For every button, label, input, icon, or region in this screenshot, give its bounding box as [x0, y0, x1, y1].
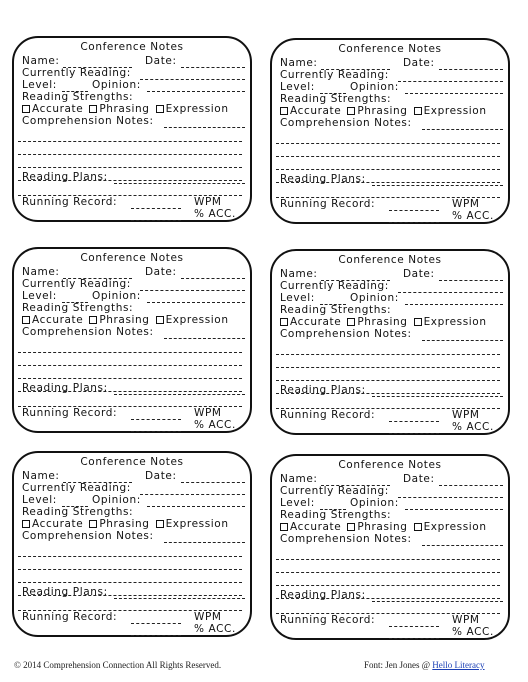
notes-line[interactable]: [18, 569, 242, 570]
reading-strengths-label: Reading Strengths:: [22, 91, 134, 103]
expression-label: Expression: [423, 105, 487, 117]
expression-label: Expression: [423, 316, 487, 328]
conference-notes-card: [12, 247, 252, 433]
comprehension-notes-field[interactable]: [164, 338, 245, 339]
reading-plans-field[interactable]: [372, 185, 503, 186]
accurate-label: Accurate: [290, 316, 342, 328]
date-field[interactable]: [181, 482, 245, 483]
currently-reading-field[interactable]: [140, 494, 245, 495]
wpm-field[interactable]: [131, 208, 181, 209]
date-label: Date:: [403, 268, 435, 280]
reading-plans-field[interactable]: [114, 394, 245, 395]
phrasing-checkbox[interactable]: [89, 105, 97, 113]
reading-plans-label: Reading Plans:: [280, 384, 366, 396]
name-label: Name:: [280, 473, 318, 485]
reading-strengths-label: Reading Strengths:: [22, 506, 134, 518]
reading-strengths-label: Reading Strengths:: [280, 93, 392, 105]
card-title: Conference Notes: [80, 456, 184, 468]
expression-label: Expression: [423, 521, 487, 533]
conference-notes-card: [12, 36, 252, 222]
wpm-label: WPM: [194, 611, 222, 623]
notes-line[interactable]: [18, 352, 242, 353]
date-field[interactable]: [181, 67, 245, 68]
notes-line[interactable]: [276, 585, 500, 586]
reading-plans-field[interactable]: [114, 598, 245, 599]
expression-checkbox[interactable]: [414, 107, 422, 115]
opinion-field[interactable]: [405, 509, 503, 510]
wpm-field[interactable]: [131, 419, 181, 420]
phrasing-checkbox[interactable]: [89, 520, 97, 528]
date-field[interactable]: [181, 278, 245, 279]
notes-line[interactable]: [18, 365, 242, 366]
comprehension-notes-label: Comprehension Notes:: [22, 530, 154, 542]
running-record-label: Running Record:: [280, 409, 376, 421]
notes-line[interactable]: [276, 156, 500, 157]
wpm-field[interactable]: [389, 421, 439, 422]
notes-line[interactable]: [276, 380, 500, 381]
expression-checkbox[interactable]: [156, 316, 164, 324]
currently-reading-label: Currently Reading:: [22, 278, 131, 290]
accuracy-field[interactable]: [131, 635, 181, 636]
wpm-label: WPM: [452, 198, 480, 210]
date-label: Date:: [145, 470, 177, 482]
comprehension-notes-field[interactable]: [422, 545, 503, 546]
phrasing-checkbox[interactable]: [347, 318, 355, 326]
comprehension-notes-field[interactable]: [164, 542, 245, 543]
wpm-field[interactable]: [131, 623, 181, 624]
currently-reading-label: Currently Reading:: [280, 69, 389, 81]
currently-reading-field[interactable]: [398, 81, 503, 82]
reading-plans-field[interactable]: [114, 183, 245, 184]
conference-notes-card: [270, 249, 510, 435]
strengths-checklist: [280, 316, 487, 328]
date-field[interactable]: [439, 69, 503, 70]
currently-reading-field[interactable]: [140, 79, 245, 80]
accuracy-label: % ACC.: [452, 421, 494, 433]
accuracy-field[interactable]: [389, 222, 439, 223]
accuracy-label: % ACC.: [194, 208, 236, 220]
hello-literacy-link[interactable]: Hello Literacy: [432, 660, 485, 670]
phrasing-checkbox[interactable]: [89, 316, 97, 324]
comprehension-notes-label: Comprehension Notes:: [280, 533, 412, 545]
accuracy-label: % ACC.: [452, 210, 494, 222]
accurate-label: Accurate: [32, 314, 84, 326]
expression-checkbox[interactable]: [414, 318, 422, 326]
reading-plans-label: Reading Plans:: [22, 171, 108, 183]
comprehension-notes-label: Comprehension Notes:: [280, 117, 412, 129]
accuracy-field[interactable]: [131, 431, 181, 432]
strengths-checklist: [22, 103, 229, 115]
opinion-field[interactable]: [147, 302, 245, 303]
accurate-label: Accurate: [290, 105, 342, 117]
opinion-label: Opinion:: [350, 292, 399, 304]
name-label: Name:: [22, 470, 60, 482]
reading-plans-label: Reading Plans:: [280, 589, 366, 601]
conference-notes-card: [12, 451, 252, 637]
notes-line[interactable]: [18, 582, 242, 583]
card-title: Conference Notes: [80, 41, 184, 53]
strengths-checklist: [280, 105, 487, 117]
phrasing-label: Phrasing: [99, 103, 150, 115]
copyright-notice: © 2014 Comprehension Connection All Rights Reserved.: [14, 660, 222, 670]
strengths-checklist: [22, 518, 229, 530]
font-credit-text: Font: Jen Jones @: [364, 660, 431, 670]
opinion-field[interactable]: [405, 93, 503, 94]
card-title: Conference Notes: [338, 43, 442, 55]
card-title: Conference Notes: [80, 252, 184, 264]
accurate-checkbox[interactable]: [280, 318, 288, 326]
wpm-label: WPM: [194, 196, 222, 208]
phrasing-checkbox[interactable]: [347, 523, 355, 531]
name-label: Name:: [22, 266, 60, 278]
date-label: Date:: [145, 266, 177, 278]
level-label: Level:: [280, 81, 315, 93]
currently-reading-label: Currently Reading:: [280, 485, 389, 497]
phrasing-label: Phrasing: [99, 314, 150, 326]
opinion-label: Opinion:: [92, 79, 141, 91]
notes-line[interactable]: [276, 367, 500, 368]
date-label: Date:: [145, 55, 177, 67]
wpm-label: WPM: [452, 409, 480, 421]
comprehension-notes-field[interactable]: [422, 340, 503, 341]
notes-line[interactable]: [276, 169, 500, 170]
opinion-label: Opinion:: [92, 290, 141, 302]
accuracy-label: % ACC.: [194, 623, 236, 635]
phrasing-label: Phrasing: [357, 521, 408, 533]
currently-reading-field[interactable]: [140, 290, 245, 291]
running-record-label: Running Record:: [22, 407, 118, 419]
wpm-label: WPM: [194, 407, 222, 419]
running-record-label: Running Record:: [22, 196, 118, 208]
expression-checkbox[interactable]: [156, 105, 164, 113]
reading-strengths-label: Reading Strengths:: [280, 304, 392, 316]
accuracy-field[interactable]: [389, 638, 439, 639]
running-record-label: Running Record:: [280, 198, 376, 210]
currently-reading-field[interactable]: [398, 292, 503, 293]
date-field[interactable]: [439, 280, 503, 281]
notes-line[interactable]: [276, 572, 500, 573]
expression-checkbox[interactable]: [156, 520, 164, 528]
accurate-checkbox[interactable]: [280, 107, 288, 115]
reading-plans-label: Reading Plans:: [22, 586, 108, 598]
expression-label: Expression: [165, 314, 229, 326]
notes-line[interactable]: [276, 143, 500, 144]
opinion-field[interactable]: [147, 506, 245, 507]
date-label: Date:: [403, 473, 435, 485]
wpm-field[interactable]: [389, 626, 439, 627]
expression-checkbox[interactable]: [414, 523, 422, 531]
strengths-checklist: [280, 521, 487, 533]
comprehension-notes-label: Comprehension Notes:: [22, 326, 154, 338]
notes-line[interactable]: [18, 141, 242, 142]
reading-plans-field[interactable]: [372, 601, 503, 602]
opinion-field[interactable]: [147, 91, 245, 92]
comprehension-notes-label: Comprehension Notes:: [280, 328, 412, 340]
running-record-label: Running Record:: [22, 611, 118, 623]
name-label: Name:: [280, 268, 318, 280]
conference-notes-card: [270, 38, 510, 224]
name-label: Name:: [280, 57, 318, 69]
notes-line[interactable]: [18, 556, 242, 557]
notes-line[interactable]: [18, 154, 242, 155]
card-title: Conference Notes: [338, 254, 442, 266]
conference-notes-card: [270, 454, 510, 640]
name-label: Name:: [22, 55, 60, 67]
accurate-checkbox[interactable]: [22, 316, 30, 324]
accurate-label: Accurate: [32, 103, 84, 115]
phrasing-label: Phrasing: [99, 518, 150, 530]
notes-line[interactable]: [18, 378, 242, 379]
date-field[interactable]: [439, 485, 503, 486]
reading-strengths-label: Reading Strengths:: [280, 509, 392, 521]
wpm-field[interactable]: [389, 210, 439, 211]
accurate-label: Accurate: [32, 518, 84, 530]
phrasing-label: Phrasing: [357, 316, 408, 328]
strengths-checklist: [22, 314, 229, 326]
opinion-label: Opinion:: [350, 497, 399, 509]
wpm-label: WPM: [452, 614, 480, 626]
level-label: Level:: [280, 497, 315, 509]
currently-reading-label: Currently Reading:: [22, 67, 131, 79]
notes-line[interactable]: [18, 167, 242, 168]
running-record-label: Running Record:: [280, 614, 376, 626]
accuracy-label: % ACC.: [194, 419, 236, 431]
currently-reading-label: Currently Reading:: [280, 280, 389, 292]
accurate-checkbox[interactable]: [280, 523, 288, 531]
expression-label: Expression: [165, 103, 229, 115]
opinion-field[interactable]: [405, 304, 503, 305]
reading-plans-field[interactable]: [372, 396, 503, 397]
currently-reading-label: Currently Reading:: [22, 482, 131, 494]
level-label: Level:: [22, 290, 57, 302]
accurate-checkbox[interactable]: [22, 105, 30, 113]
notes-line[interactable]: [276, 559, 500, 560]
level-label: Level:: [280, 292, 315, 304]
accurate-label: Accurate: [290, 521, 342, 533]
date-label: Date:: [403, 57, 435, 69]
reading-strengths-label: Reading Strengths:: [22, 302, 134, 314]
font-credit: [364, 660, 485, 670]
level-label: Level:: [22, 79, 57, 91]
opinion-label: Opinion:: [350, 81, 399, 93]
opinion-label: Opinion:: [92, 494, 141, 506]
card-title: Conference Notes: [338, 459, 442, 471]
accuracy-label: % ACC.: [452, 626, 494, 638]
notes-line[interactable]: [276, 354, 500, 355]
comprehension-notes-label: Comprehension Notes:: [22, 115, 154, 127]
comprehension-notes-field[interactable]: [164, 127, 245, 128]
reading-plans-label: Reading Plans:: [280, 173, 366, 185]
accurate-checkbox[interactable]: [22, 520, 30, 528]
accuracy-field[interactable]: [131, 220, 181, 221]
level-label: Level:: [22, 494, 57, 506]
accuracy-field[interactable]: [389, 433, 439, 434]
comprehension-notes-field[interactable]: [422, 129, 503, 130]
expression-label: Expression: [165, 518, 229, 530]
phrasing-label: Phrasing: [357, 105, 408, 117]
currently-reading-field[interactable]: [398, 497, 503, 498]
phrasing-checkbox[interactable]: [347, 107, 355, 115]
reading-plans-label: Reading Plans:: [22, 382, 108, 394]
